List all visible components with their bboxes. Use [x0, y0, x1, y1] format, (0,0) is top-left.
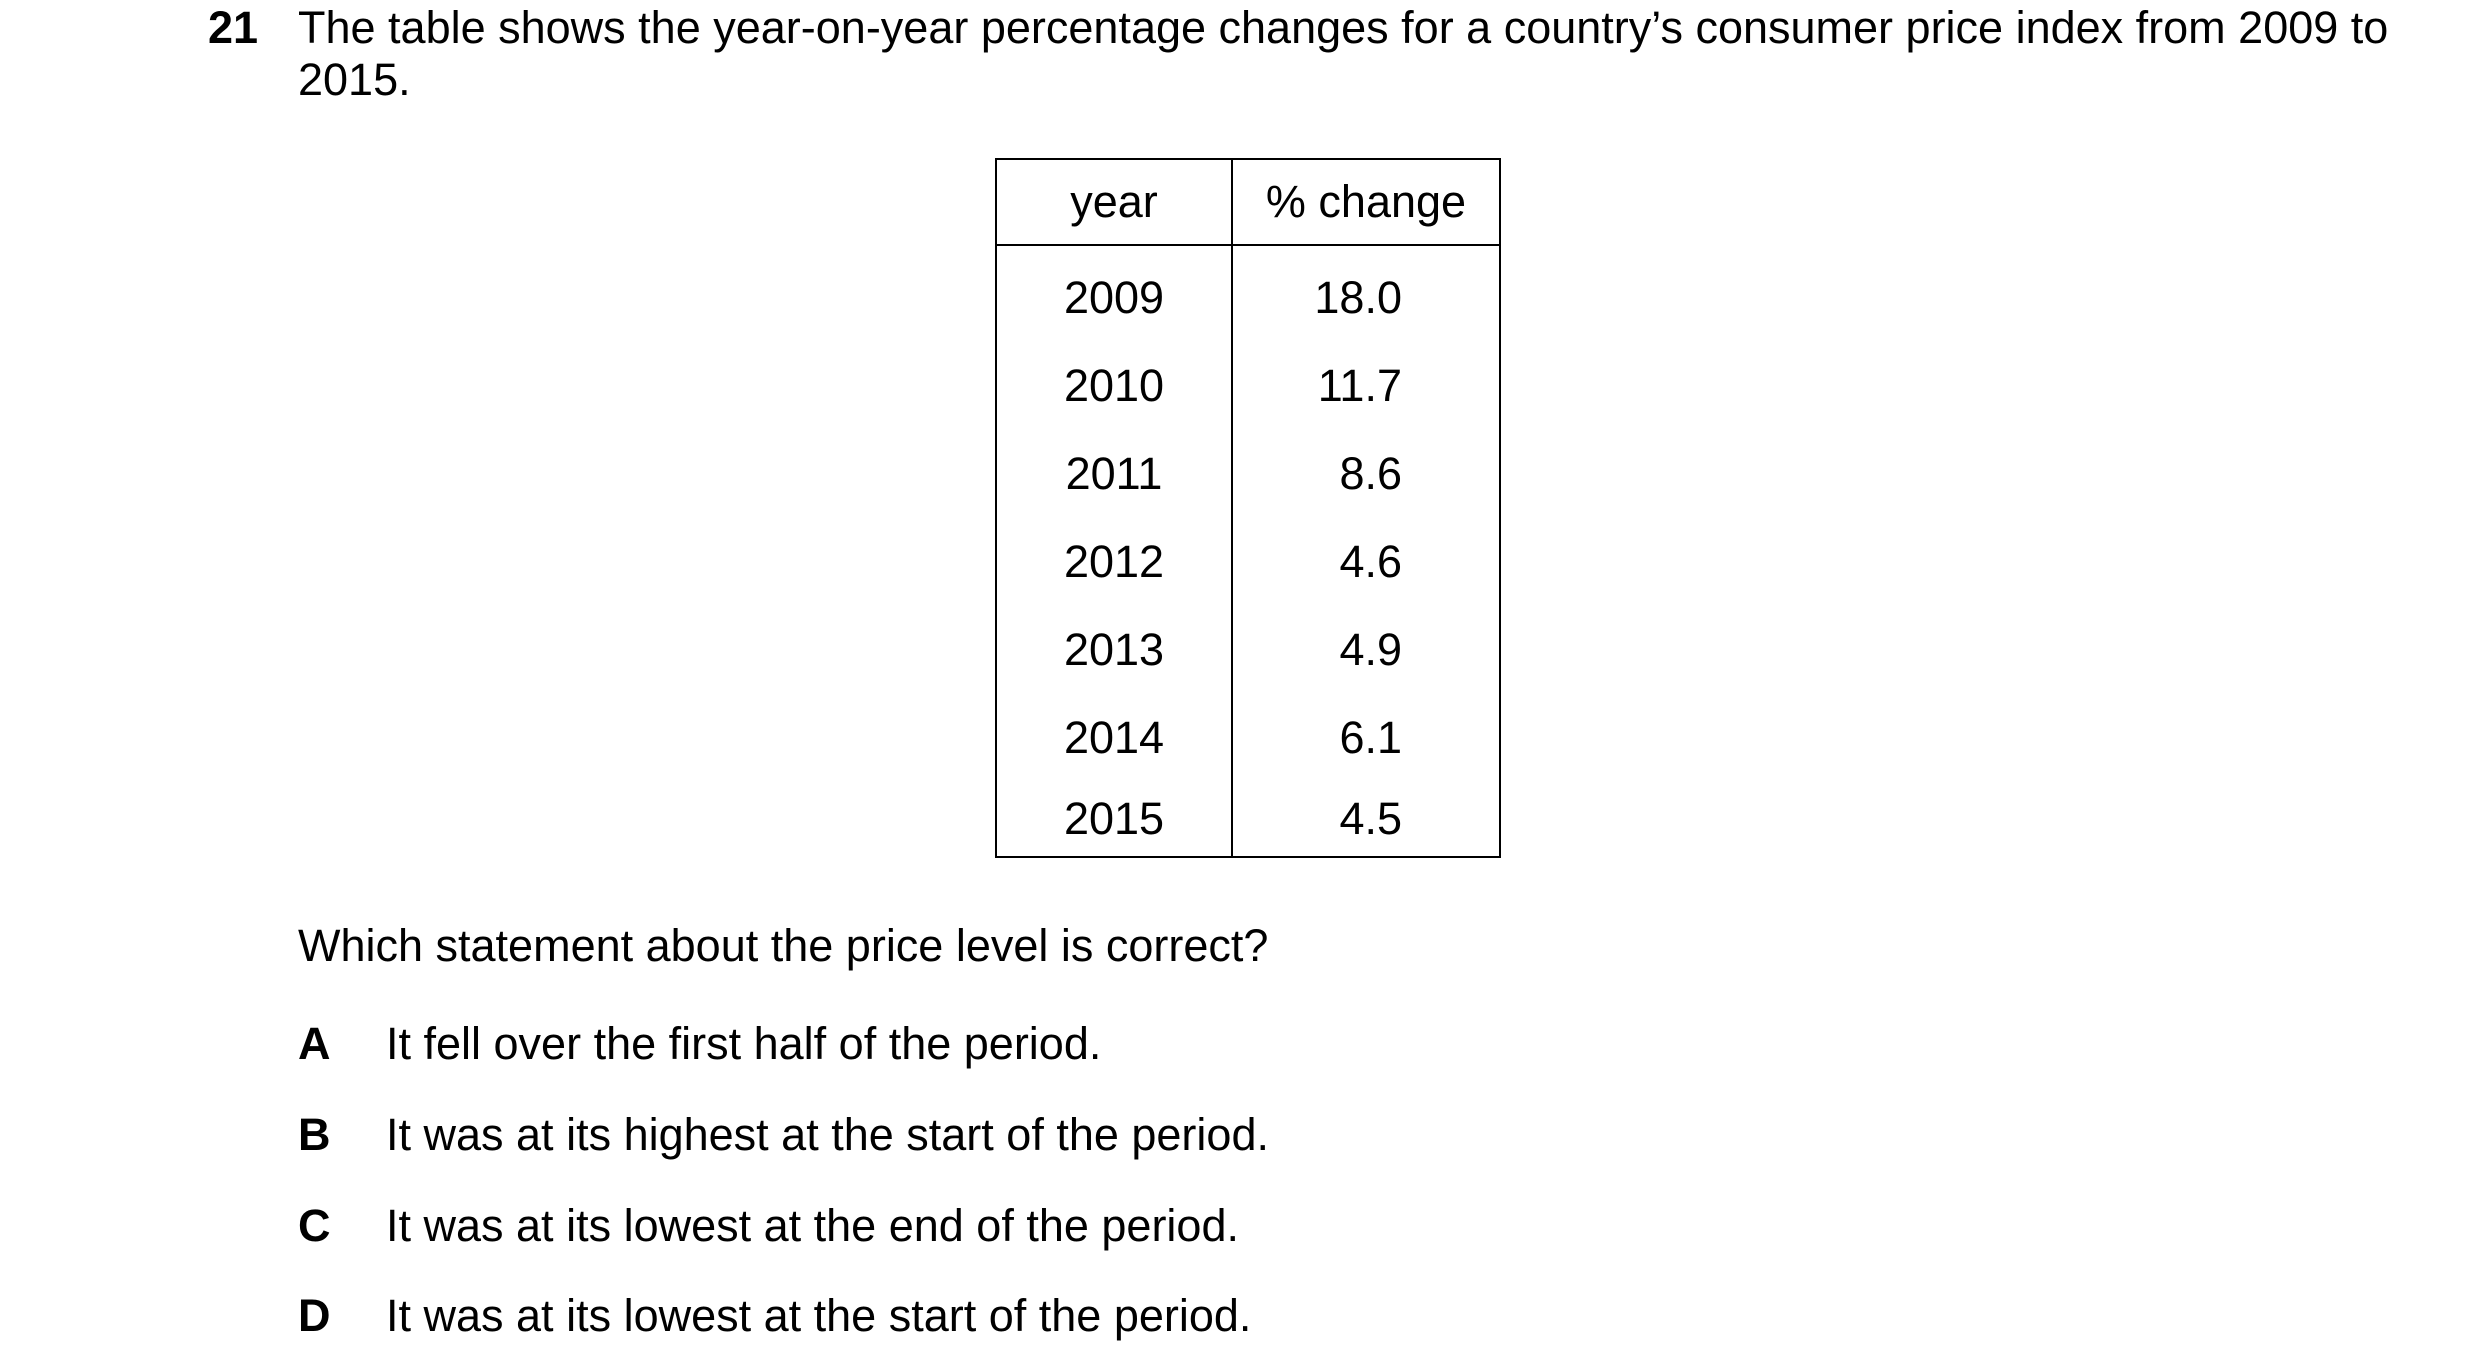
cell-change: 11.7 — [1232, 342, 1500, 430]
option-text: It fell over the first half of the period. — [386, 1018, 1102, 1069]
header-year: year — [996, 159, 1232, 245]
cell-change: 4.9 — [1232, 606, 1500, 694]
cell-change: 4.6 — [1232, 518, 1500, 606]
table-row — [996, 606, 1500, 694]
option-text: It was at its highest at the start of the period. — [386, 1109, 1269, 1160]
option-text: It was at its lowest at the start of the period. — [386, 1290, 1252, 1341]
option-a[interactable] — [298, 1018, 1101, 1070]
option-d[interactable] — [298, 1290, 1251, 1342]
cell-change: 18.0 — [1232, 245, 1500, 342]
table-row — [996, 518, 1500, 606]
option-letter: A — [298, 1018, 331, 1069]
cell-year: 2009 — [996, 245, 1232, 342]
cell-change: 8.6 — [1232, 430, 1500, 518]
table-row — [996, 782, 1500, 857]
cell-change: 4.5 — [1232, 782, 1500, 857]
table-row — [996, 430, 1500, 518]
header-change: % change — [1232, 159, 1500, 245]
table-row — [996, 694, 1500, 782]
option-b[interactable] — [298, 1109, 1269, 1161]
question-stem: The table shows the year-on-year percentage changes for a country’s consumer price index from 2009 to 2015. — [298, 2, 2389, 105]
option-letter: C — [298, 1200, 331, 1251]
cell-year: 2015 — [996, 782, 1232, 857]
question-number: 21 — [208, 2, 259, 53]
option-letter: D — [298, 1290, 331, 1341]
cell-year: 2012 — [996, 518, 1232, 606]
table-header-row — [996, 159, 1500, 245]
cell-year: 2011 — [996, 430, 1232, 518]
cell-year: 2013 — [996, 606, 1232, 694]
cell-year: 2010 — [996, 342, 1232, 430]
cell-year: 2014 — [996, 694, 1232, 782]
cell-change: 6.1 — [1232, 694, 1500, 782]
question-prompt: Which statement about the price level is correct? — [298, 920, 1269, 971]
table-row — [996, 342, 1500, 430]
option-text: It was at its lowest at the end of the period. — [386, 1200, 1239, 1251]
option-letter: B — [298, 1109, 331, 1160]
table-row — [996, 245, 1500, 342]
cpi-table — [995, 158, 1501, 858]
option-c[interactable] — [298, 1200, 1239, 1252]
